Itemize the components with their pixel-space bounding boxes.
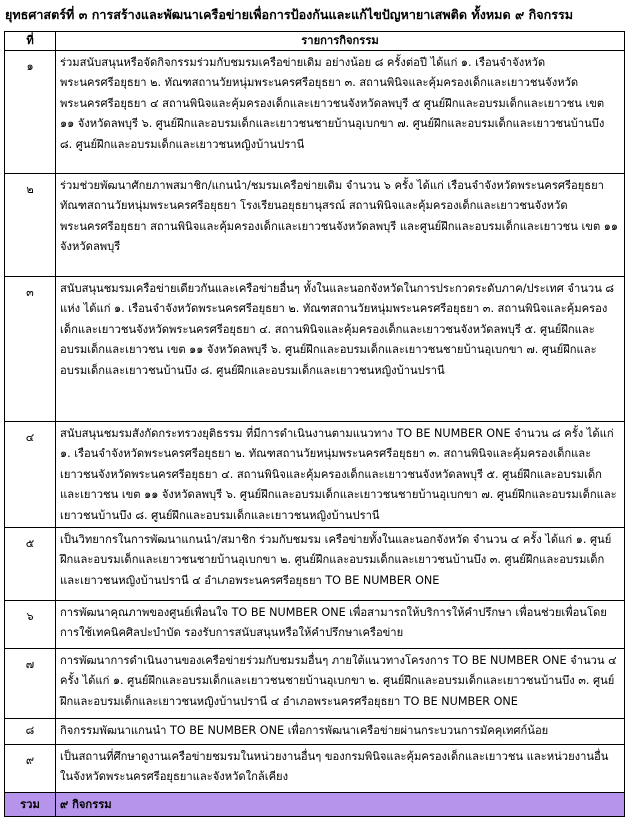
row-number: ๖: [5, 601, 56, 649]
table-row: [5, 174, 625, 277]
table-row: [5, 601, 625, 649]
table-row: [5, 277, 625, 422]
table-row: [5, 649, 625, 719]
row-number: ๘: [5, 719, 56, 745]
total-value: ๙ กิจกรรม: [56, 793, 625, 817]
row-activity: เป็นสถานที่ศึกษาดูงานเครือข่ายชมรมในหน่วยงานอื่นๆ ของกรมพินิจและคุ้มครองเด็กและเยาวชน และหน่วยงานอื่น ในจังหวัดพระนครศรีอยุธยาและจังหวัดใกล้เคียง: [56, 745, 625, 793]
row-number: ๔: [5, 422, 56, 528]
total-row: [5, 793, 625, 817]
row-number: ๒: [5, 174, 56, 277]
row-number: ๗: [5, 649, 56, 719]
header-no: ที่: [5, 32, 56, 51]
row-activity: การพัฒนาคุณภาพของศูนย์เพื่อนใจ TO BE NUMBER ONE เพื่อสามารถให้บริการให้คำปรึกษา เพื่อนช่วยเพื่อนโดยการใช้เทคนิคศิลปะบำบัด รองรับการสนับสนุนหรือให้คำปรึกษาเครือข่าย: [56, 601, 625, 649]
table-header-row: [5, 32, 625, 51]
row-activity: ร่วมสนับสนุนหรือจัดกิจกรรมร่วมกับชมรมเครือข่ายเดิม อย่างน้อย ๘ ครั้งต่อปี ได้แก่ ๑. เรือนจำจังหวัดพระนครศรีอยุธยา ๒. ทัณฑสถานวัยหนุ่มพระนครศรีอยุธยา ๓. สถานพินิจและคุ้มครองเด็กและเยาวชนจังหวัดพระนครศรีอยุธยา ๔ สถานพินิจและคุ้มครองเด็กและเยาวชนจังหวัดลพบุรี ๕ ศูนย์ฝึกและอบรมเด็กและเยาวชน เขต ๑๑ จังหวัดลพบุรี ๖. ศูนย์ฝึกและอบรมเด็กและเยาวชนชายบ้านอุเบกขา ๗. ศูนย์ฝึกและอบรมเด็กและเยาวชนบ้านบึง ๘. ศูนย์ฝึกและอบรมเด็กและเยาวชนหญิงบ้านปรานี: [56, 51, 625, 174]
row-activity: กิจกรรมพัฒนาแกนนำ TO BE NUMBER ONE เพื่อการพัฒนาเครือข่ายผ่านกระบวนการมัคคุเทศก์น้อย: [56, 719, 625, 745]
row-activity: สนับสนุนชมรมสังกัดกระทรวงยุติธรรม ที่มีการดำเนินงานตามแนวทาง TO BE NUMBER ONE จำนวน ๘ ครั้ง ได้แก่ ๑. เรือนจำจังหวัดพระนครศรีอยุธยา ๒. ทัณฑสถานวัยหนุ่มพระนครศรีอยุธยา ๓. สถานพินิจและคุ้มครองเด็กและเยาวชนจังหวัดพระนครศรีอยุธยา ๔. สถานพินิจและคุ้มครองเด็กและเยาวชนจังหวัดลพบุรี ๕. ศูนย์ฝึกและอบรมเด็กและเยาวชน เขต ๑๑ จังหวัดลพบุรี ๖. ศูนย์ฝึกและอบรมเด็กและเยาวชนชายบ้านอุเบกขา ๗. ศูนย์ฝึกและอบรมเด็กและเยาวชนบ้านบึง ๘. ศูนย์ฝึกและอบรมเด็กและเยาวชนหญิงบ้านปรานี: [56, 422, 625, 528]
row-number: ๑: [5, 51, 56, 174]
table-row: [5, 745, 625, 793]
row-activity: การพัฒนาการดำเนินงานของเครือข่ายร่วมกับชมรมอื่นๆ ภายใต้แนวทางโครงการ TO BE NUMBER ONE จำนวน ๔ ครั้ง ได้แก่ ๑. ศูนย์ฝึกและอบรมเด็กและเยาวชนชายบ้านอุเบกขา ๒. ศูนย์ฝึกและอบรมเด็กและเยาวชนบ้านบึง ๓. ศูนย์ฝึกและอบรมเด็กและเยาวชนหญิงบ้านปรานี ๔ อำเภอพระนครศรีอยุธยา TO BE NUMBER ONE: [56, 649, 625, 719]
table-row: [5, 528, 625, 601]
row-activity: สนับสนุนชมรมเครือข่ายเดียวกันและเครือข่ายอื่นๆ ทั้งในและนอกจังหวัดในการประกวดระดับภาค/ประเทศ จำนวน ๘ แห่ง ได้แก่ ๑. เรือนจำจังหวัดพระนครศรีอยุธยา ๒. ทัณฑสถานวัยหนุ่มพระนครศรีอยุธยา ๓. สถานพินิจและคุ้มครองเด็กและเยาวชนจังหวัดพระนครศรีอยุธยา ๔. สถานพินิจและคุ้มครองเด็กและเยาวชนจังหวัดลพบุรี ๕. ศูนย์ฝึกและอบรมเด็กและเยาวชน เขต ๑๑ จังหวัดลพบุรี ๖. ศูนย์ฝึกและอบรมเด็กและเยาวชนชายบ้านอุเบกขา ๗. ศูนย์ฝึกและอบรมเด็กและเยาวชนบ้านบึง ๘. ศูนย์ฝึกและอบรมเด็กและเยาวชนหญิงบ้านปรานี: [56, 277, 625, 422]
page-title: ยุทธศาสตร์ที่ ๓ การสร้างและพัฒนาเครือข่ายเพื่อการป้องกันและแก้ไขปัญหายาเสพติด ทั้งหมด ๙ กิจกรรม: [5, 7, 574, 22]
activity-table: [4, 31, 625, 817]
table-row: [5, 422, 625, 528]
table-row: [5, 719, 625, 745]
row-number: ๕: [5, 528, 56, 601]
row-activity: ร่วมช่วยพัฒนาศักยภาพสมาชิก/แกนนำ/ชมรมเครือข่ายเดิม จำนวน ๖ ครั้ง ได้แก่ เรือนจำจังหวัดพระนครศรีอยุธยา ทัณฑสถานวัยหนุ่มพระนครศรีอยุธยา โรงเรียนอยุธยานุสรณ์ สถานพินิจและคุ้มครองเด็กและเยาวชนจังหวัดพระนครศรีอยุธยา สถานพินิจและคุ้มครองเด็กและเยาวชนจังหวัดลพบุรี และศูนย์ฝึกและอบรมเด็กและเยาวชน เขต ๑๑ จังหวัดลพบุรี: [56, 174, 625, 277]
row-number: ๓: [5, 277, 56, 422]
row-number: ๙: [5, 745, 56, 793]
table-row: [5, 51, 625, 174]
total-label: รวม: [5, 793, 56, 817]
header-activity: รายการกิจกรรม: [56, 32, 625, 51]
row-activity: เป็นวิทยากรในการพัฒนาแกนนำ/สมาชิก ร่วมกับชมรม เครือข่ายทั้งในและนอกจังหวัด จำนวน ๔ ครั้ง ได้แก่ ๑. ศูนย์ฝึกและอบรมเด็กและเยาวชนชายบ้านอุเบกขา ๒. ศูนย์ฝึกและอบรมเด็กและเยาวชนบ้านบึง ๓. ศูนย์ฝึกและอบรมเด็กและเยาวชนหญิงบ้านปรานี ๔ อำเภอพระนครศรีอยุธยา TO BE NUMBER ONE: [56, 528, 625, 601]
